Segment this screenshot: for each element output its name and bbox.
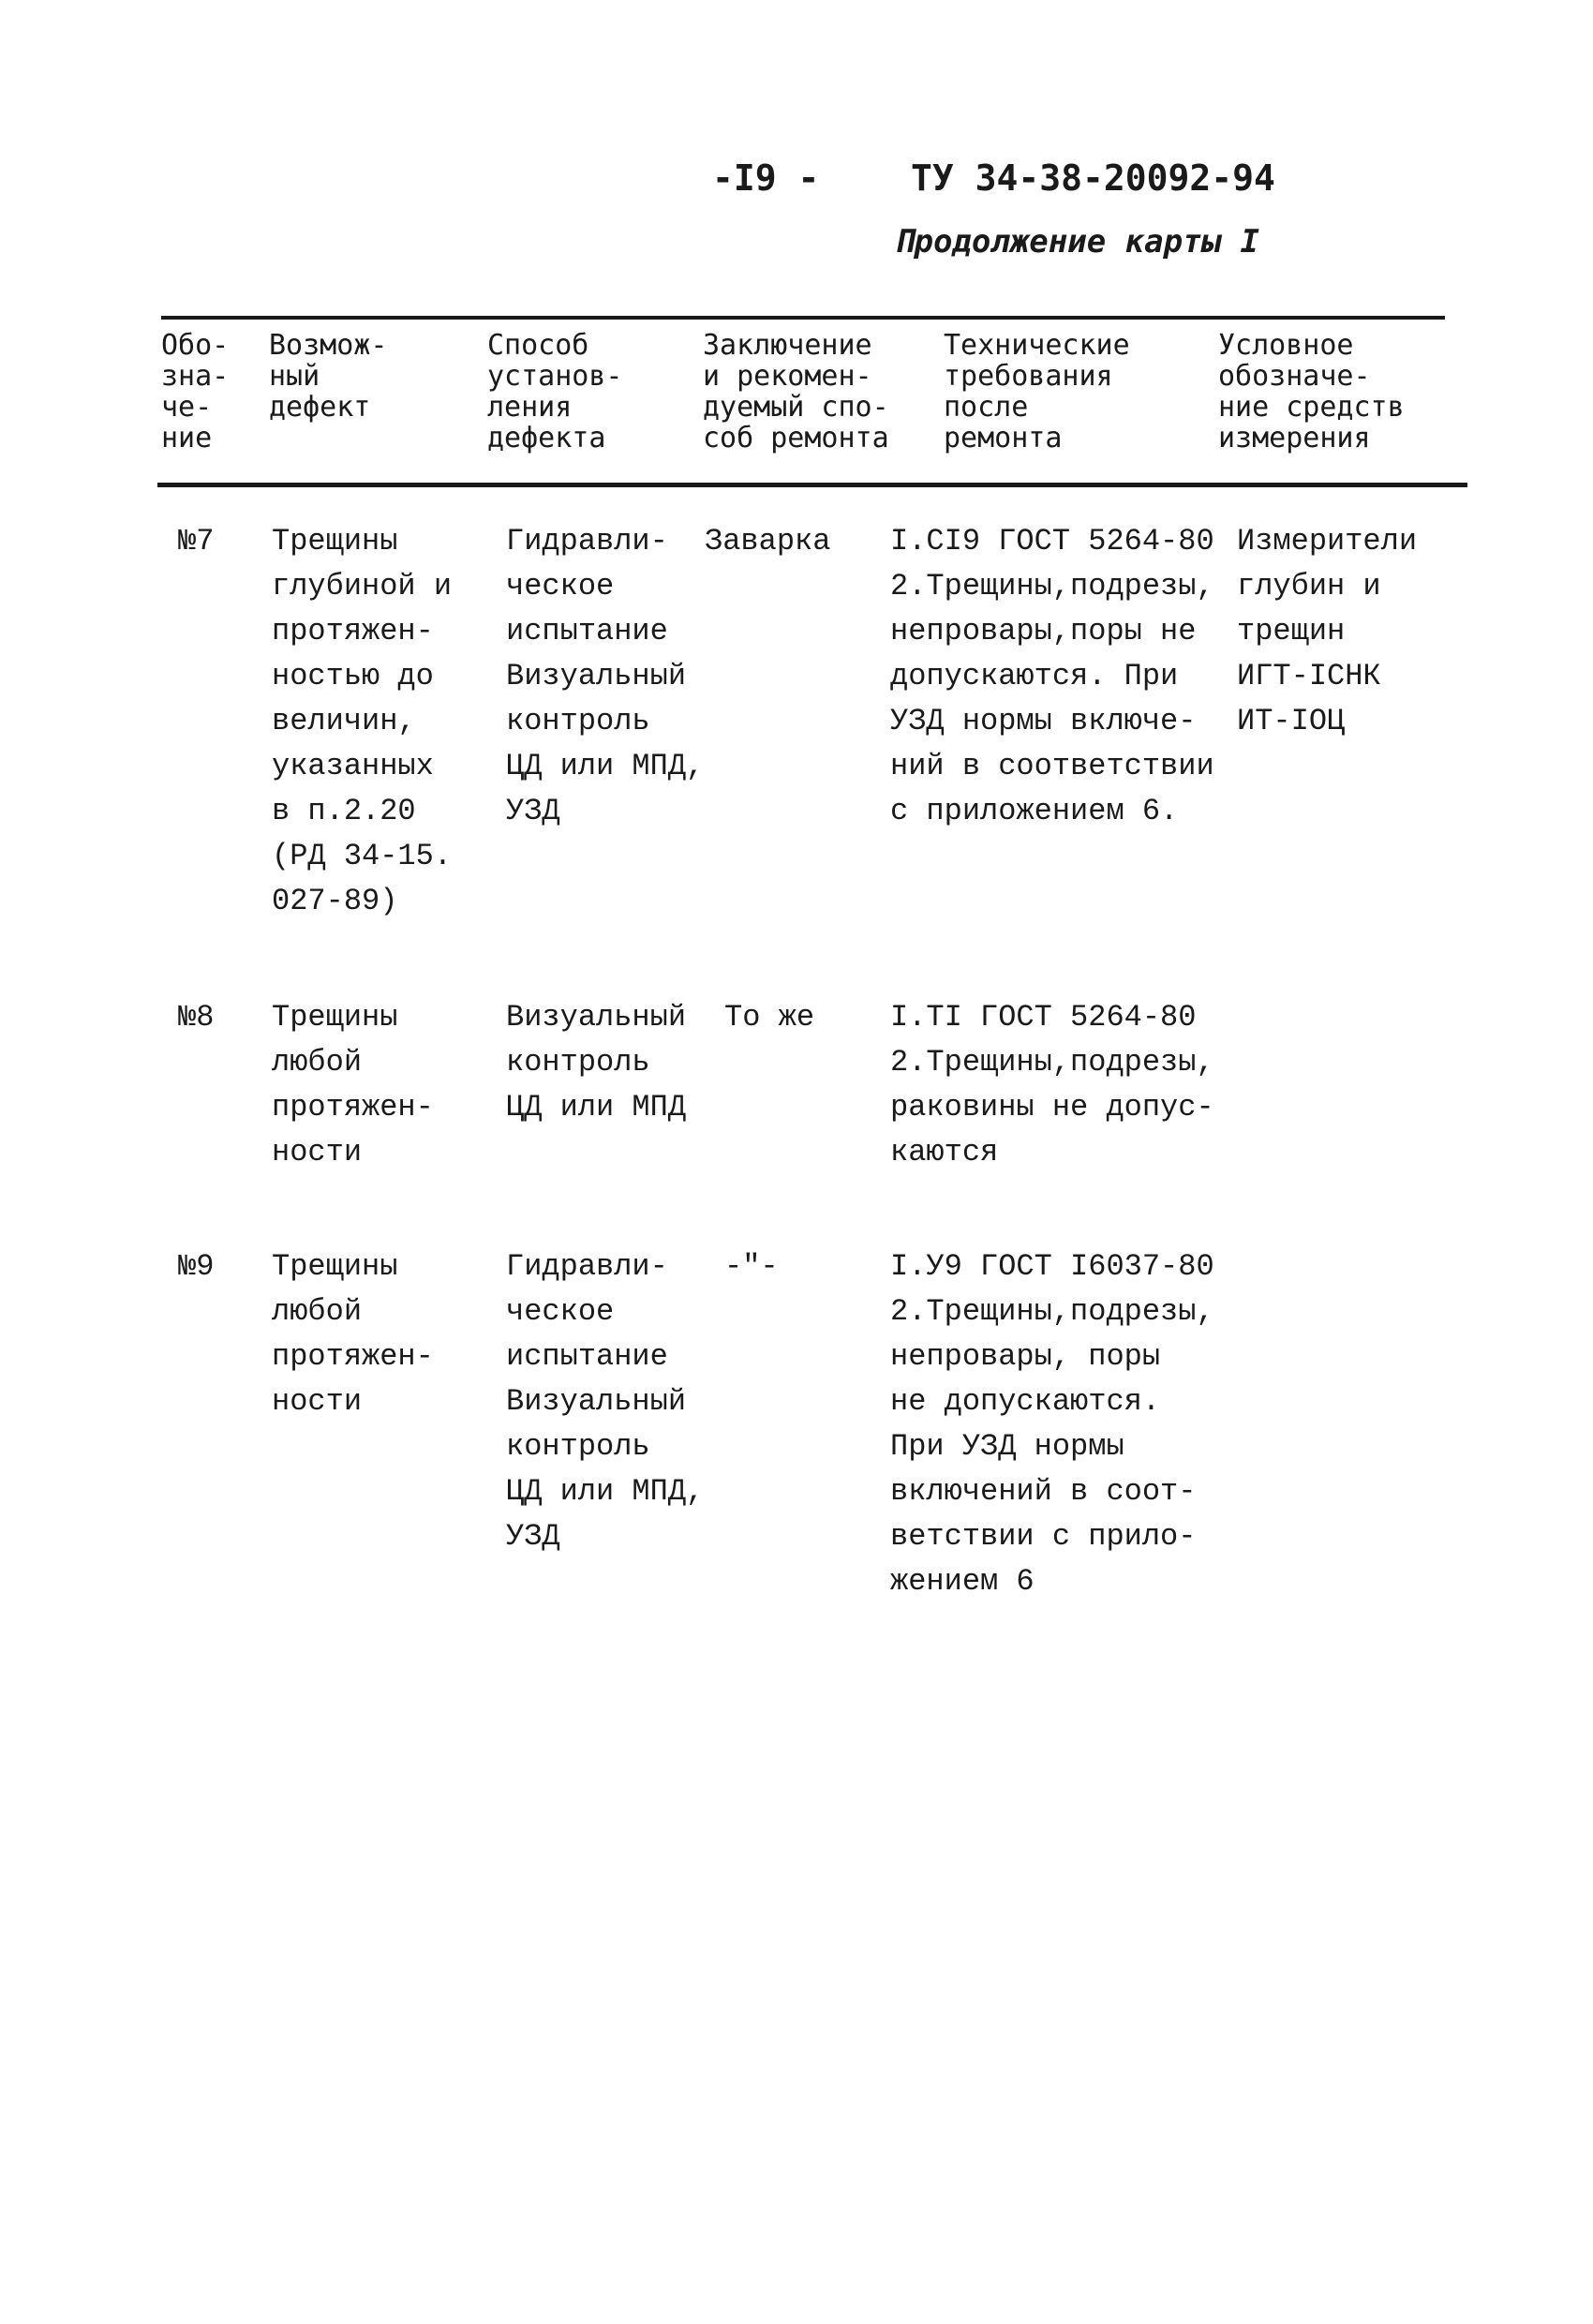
- column-header-instruments: Условное обозначе- ние средств измерения: [1218, 329, 1405, 454]
- row-defect: Трещины любой протяжен- ности: [272, 1000, 434, 1169]
- row-repair-conclusion: Заварка: [705, 524, 831, 559]
- page-number: -I9 -: [712, 157, 820, 199]
- column-header-method: Способ установ- ления дефекта: [487, 329, 623, 454]
- row-repair-conclusion: -"-: [724, 1249, 779, 1284]
- column-header-defect: Возмож- ный дефект: [269, 329, 388, 424]
- column-header-conclusion: Заключение и рекомен- дуемый спо- соб ремонта: [703, 329, 889, 454]
- row-technical-requirements: I.TI ГОСТ 5264-80 2.Трещины,подрезы, раковины не допус- каются: [890, 1000, 1214, 1169]
- row-measuring-instruments: Измерители глубин и трещин ИГТ-IСНК ИТ-IОЦ: [1237, 524, 1418, 738]
- table-header-rule: [157, 483, 1467, 487]
- row-defect: Трещины любой протяжен- ности: [272, 1249, 434, 1419]
- column-header-designation: Обо- зна- че- ние: [161, 329, 230, 454]
- row-technical-requirements: I.CI9 ГОСТ 5264-80 2.Трещины,подрезы, непровары,поры не допускаются. При УЗД нормы включе- ний в соответствии с приложением 6.: [890, 524, 1214, 828]
- row-detection-method: Гидравли- ческое испытание Визуальный контроль ЦД или МПД, УЗД: [506, 524, 705, 828]
- row-defect: Трещины глубиной и протяжен- ностью до величин, указанных в п.2.20 (РД 34-15. 027-89): [272, 524, 453, 918]
- table-top-rule: [161, 316, 1445, 320]
- row-detection-method: Визуальный контроль ЦД или МПД: [506, 1000, 687, 1125]
- row-detection-method: Гидравли- ческое испытание Визуальный контроль ЦД или МПД, УЗД: [506, 1249, 705, 1554]
- document-code: ТУ 34-38-20092-94: [911, 157, 1275, 199]
- column-header-requirements: Технические требования после ремонта: [944, 329, 1130, 454]
- row-technical-requirements: I.У9 ГОСТ I6037-80 2.Трещины,подрезы, непровары, поры не допускаются. При УЗД нормы включений в соот- ветствии с прило- жением 6: [890, 1249, 1214, 1599]
- row-designation: №7: [178, 524, 215, 559]
- continuation-title: Продолжение карты I: [895, 223, 1259, 261]
- row-designation: №8: [178, 1000, 215, 1035]
- row-repair-conclusion: То же: [724, 1000, 815, 1035]
- row-designation: №9: [178, 1249, 215, 1284]
